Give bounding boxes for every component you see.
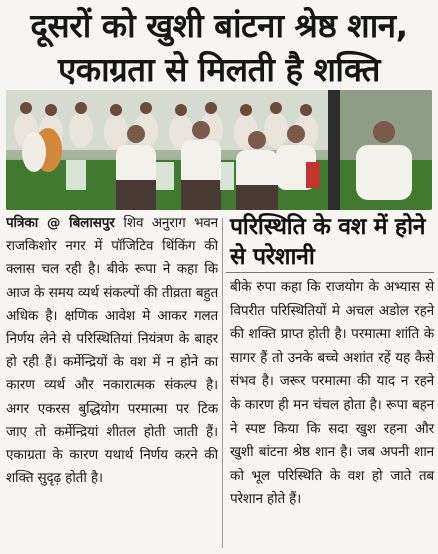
news-photo xyxy=(6,90,432,210)
subhead-divider xyxy=(226,272,434,273)
subhead: परिस्थिति के वश में होने से परेशानी xyxy=(230,214,426,270)
right-column-body: बीके रुपा कहा कि राजयोग के अभ्यास से विपरीत परिस्थितियों मे अचल अडोल रहने की शक्ति प्राप्त होती है। परमात्मा शांति के सागर हैं तो उनके बच्चे अशांत रहें यह कैसे संभव है। जरूर परमात्मा की याद न रहने के कारण ही मन चंचल होता है। रूपा बहन ने स्पष्ट किया कि सदा खुश रहना और खुशी बांटना श्रेष्ठ शान है। जब अपनी शान को भूल परिस्थिति के वश हो जाते तब परेशान होते हैं। xyxy=(230,279,434,508)
dateline: पत्रिका @ बिलासपुर xyxy=(6,215,124,231)
headline xyxy=(0,4,438,92)
photo-seminar-audience-icon xyxy=(6,90,432,210)
left-column-body: शिव अनुराग भवन राजकिशोर नगर में पॉजिटिव थिंकिंग की क्लास चल रही है। बीके रूपा ने कहा कि आज के समय व्यर्थ संकल्पों की तीव्रता बहुत अधिक है। क्षणिक आवेश मे आकर गलत निर्णय लेने से परिस्थितियां नियंत्रण के बाहर हो रही हैं। कर्मेन्द्रियों के वश में न होने का कारण व्यर्थ और नकारात्मक संकल्प है। अगर एकरस बुद्धियोग परमात्मा पर टिक जाए तो कर्मेन्द्रियां शीतल होती जाती हैं। एकाग्रता के कारण यथार्थ निर्णय करने की शक्ति सुदृढ़ होती है। xyxy=(6,215,218,487)
headline-line-2: एकाग्रता से मिलती है शक्ति xyxy=(58,50,380,89)
right-column xyxy=(226,212,434,550)
headline-line-1: दूसरों को खुशी बांटना श्रेष्ठ शान, xyxy=(30,6,408,45)
column-divider xyxy=(222,218,223,548)
left-column xyxy=(6,212,218,550)
